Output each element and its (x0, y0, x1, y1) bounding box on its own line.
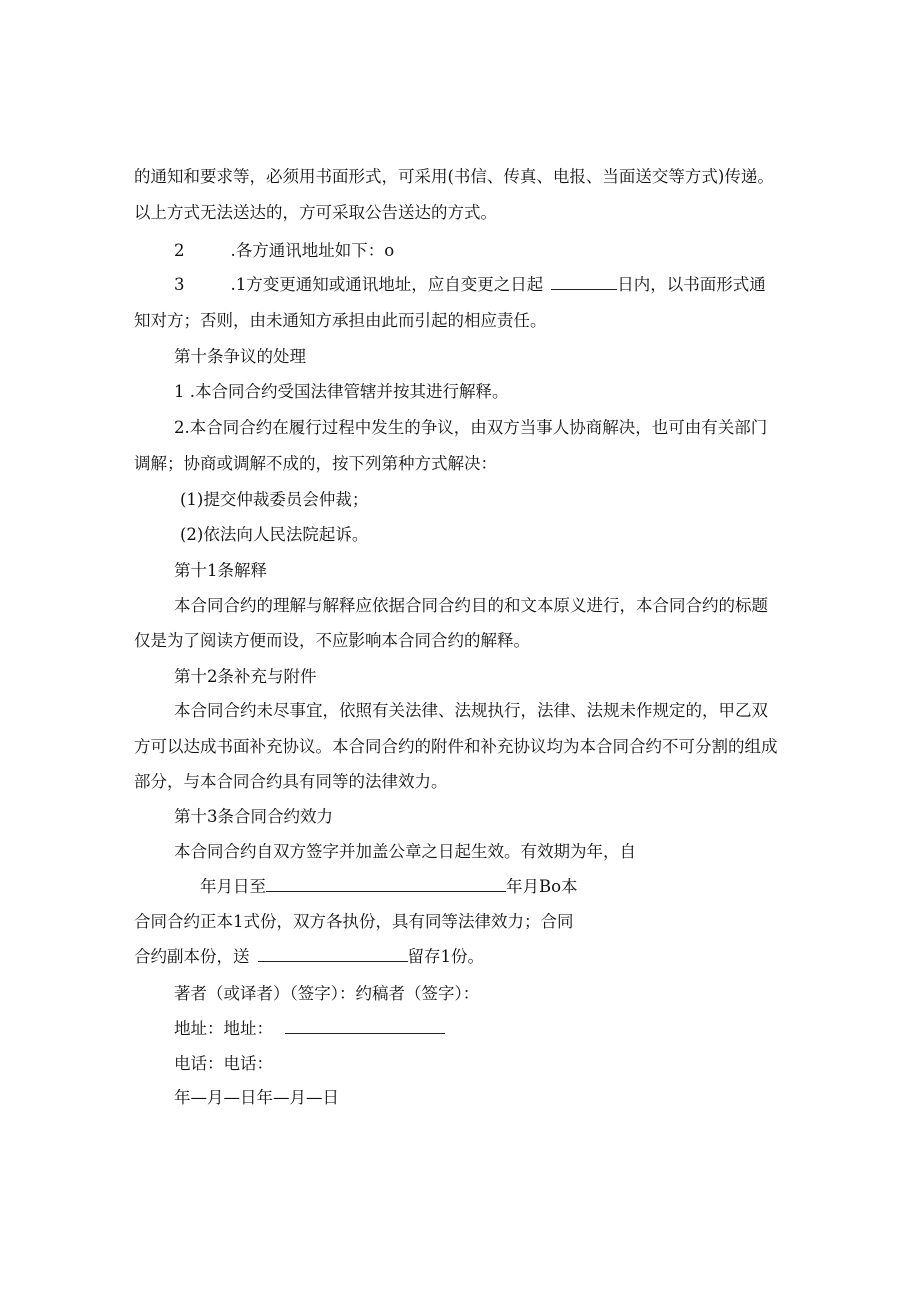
list-text: 日内，以书面形式通 (617, 275, 766, 294)
paragraph-line: 调解；协商或调解不成的，按下列第种方式解决： (134, 454, 497, 473)
paragraph-line: 本合同合约未尽事宜，依照有关法律、法规执行，法律、法规未作规定的，甲乙双 (174, 701, 768, 720)
phone-line: 电话：电话： (174, 1054, 273, 1073)
paragraph-line: 本合同合约的理解与解释应依据合同合约目的和文本原义进行，本合同合约的标题 (174, 596, 768, 615)
paragraph-line: 的通知和要求等，必须用书面形式，可采用(书信、传真、电报、当面送交等方式)传递。 (134, 167, 774, 186)
list-text: .各方通讯地址如下：o (230, 241, 395, 260)
paragraph-line (134, 946, 484, 968)
line-text: 合约副本份，送 (134, 947, 250, 966)
fill-in-blank (266, 877, 506, 892)
paragraph-line: 合同合约正本1式份，双方各执份，具有同等法律效力；合同 (134, 912, 574, 931)
list-text: .1方变更通知或通讯地址，应自变更之日起 (230, 275, 544, 294)
list-number: 2 (174, 241, 185, 260)
paragraph-line: 方可以达成书面补充协议。本合同合约的附件和补充协议均为本合同合约不可分割的组成 (134, 737, 778, 756)
paragraph-line: 以上方式无法送达的，方可采取公告送达的方式。 (134, 203, 497, 222)
line-text: 地址：地址： (174, 1019, 273, 1038)
section-heading: 第十条争议的处理 (174, 347, 306, 366)
fill-in-blank (258, 947, 408, 962)
paragraph-line: 知对方；否则，由未通知方承担由此而引起的相应责任。 (134, 311, 547, 330)
signature-line: 著者（或译者）（签字）：约稿者（签字）： (174, 984, 480, 1003)
section-heading: 第十3条合同合约效力 (174, 807, 333, 826)
date-line: 年—月—日年—月—日 (174, 1088, 339, 1107)
list-item: (2)依法向人民法院起诉。 (180, 525, 369, 544)
fill-in-blank (285, 1019, 445, 1034)
line-text: 留存1份。 (407, 947, 484, 966)
line-text: 年月日至 (200, 877, 266, 896)
line-text: 年月Bo本 (506, 877, 578, 896)
paragraph-line (174, 274, 766, 296)
paragraph-line: 本合同合约自双方签字并加盖公章之日起生效。有效期为年，自 (174, 842, 636, 861)
fill-in-blank (551, 275, 617, 290)
section-heading: 第十2条补充与附件 (174, 667, 317, 686)
paragraph-line (174, 240, 394, 262)
address-line (174, 1018, 445, 1040)
list-number: 3 (174, 275, 185, 294)
paragraph-line: 2.本合同合约在履行过程中发生的争议，由双方当事人协商解决，也可由有关部门 (174, 418, 768, 437)
paragraph-line: 仅是为了阅读方便而设，不应影响本合同合约的解释。 (134, 631, 530, 650)
section-heading: 第十1条解释 (174, 561, 267, 580)
list-item: (1)提交仲裁委员会仲裁； (180, 490, 369, 509)
paragraph-line (200, 876, 578, 898)
paragraph-line: 1 .本合同合约受国法律管辖并按其进行解释。 (174, 382, 509, 401)
paragraph-line: 部分，与本合同合约具有同等的法律效力。 (134, 772, 448, 791)
